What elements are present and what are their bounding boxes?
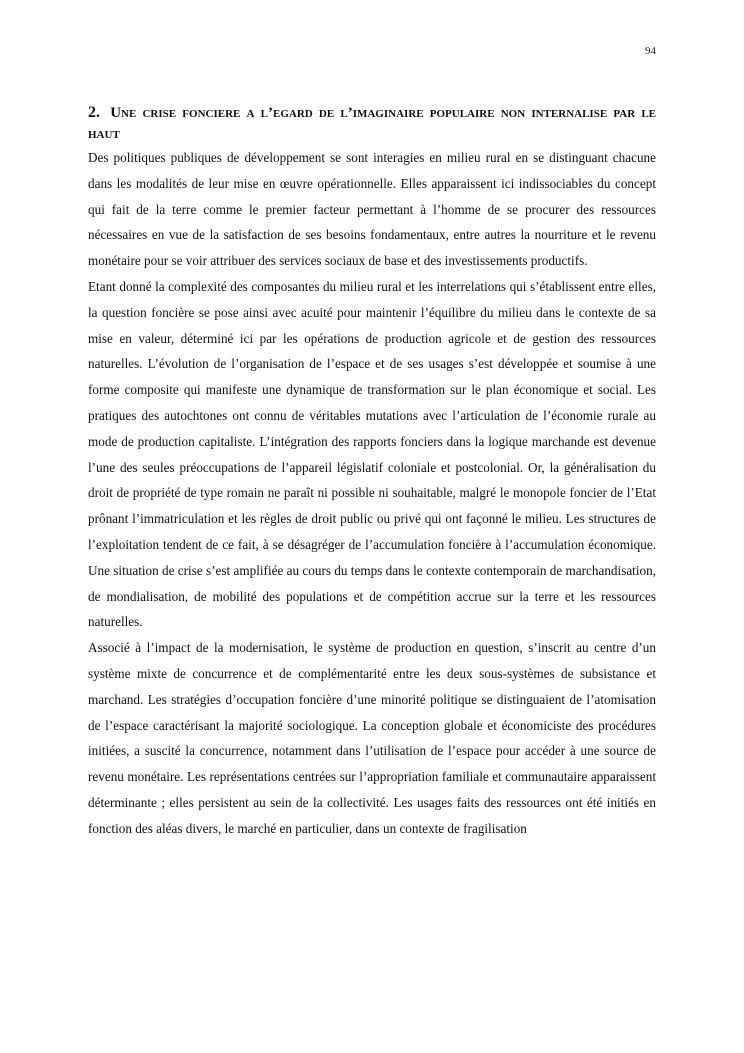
paragraph-1: Des politiques publiques de développement se sont interagies en milieu rural en se distinguant chacune dans les modalités de leur mise en œuvre opérationnelle. Elles apparaissent ici indissociables du concept qui fait de la terre comme le premier facteur permettant à l’homme de se procurer des ressources nécessaires en vue de la satisfaction de ses besoins fondamentaux, entre autres la nourriture et le revenu monétaire pour se voir attribuer des services sociaux de base et des investissements productifs. bbox=[88, 150, 656, 269]
paragraph-2: Etant donné la complexité des composantes du milieu rural et les interrelations qui s’établissent entre elles, la question foncière se pose ainsi avec acuité pour maintenir l’équilibre du milieu dans le contexte de sa mise en valeur, déterminé ici par les opérations de production agricole et de gestion des ressources naturelles. L’évolution de l’organisation de l’espace et de ses usages s’est développée et soumise à une forme composite qui manifeste une dynamique de transformation sur le plan économique et social. Les pratiques des autochtones ont connu de véritables mutations avec l’articulation de l’économie rurale au mode de production capitaliste. L’intégration des rapports fonciers dans la logique marchande est devenue l’une des seules préoccupations de l’appareil législatif coloniale et postcolonial. Or, la généralisation du droit de propriété de type romain ne paraît ni possible ni souhaitable, malgré le monopole foncier de l’Etat prônant l’immatriculation et les règles de droit public ou privé qui ont façonné le milieu. Les structures de l’exploitation tendent de ce fait, à se désagréger de l’accumulation foncière à l’accumulation économique. Une situation de crise s’est amplifiée au cours du temps dans le contexte contemporain de marchandisation, de mondialisation, de mobilité des populations et de compétition accrue sur la terre et les ressources naturelles. bbox=[88, 278, 656, 630]
section-heading bbox=[88, 102, 656, 145]
paragraph-3: Associé à l’impact de la modernisation, le système de production en question, s’inscrit au centre d’un système mixte de concurrence et de complémentarité entre les deux sous-systèmes de subsistance et marchand. Les stratégies d’occupation foncière d’une minorité politique se distinguaient de l’atomisation de l’espace caractérisant la majorité sociologique. La conception globale et économiciste des procédures initiées, a suscité la concurrence, notamment dans l’utilisation de l’espace pour accéder à une source de revenu monétaire. Les représentations centrées sur l’appropriation familiale et communautaire apparaissent déterminante ; elles persistent au sein de la collectivité. Les usages faits des ressources ont été initiés en fonction des aléas divers, le marché en particulier, dans un contexte de fragilisation bbox=[88, 640, 656, 836]
page-number: 94 bbox=[645, 45, 656, 57]
page-content bbox=[88, 102, 656, 842]
section-number: 2. bbox=[88, 104, 100, 121]
section-title: Une crise fonciere a l’egard de l’imaginaire populaire non internalise par le haut bbox=[88, 105, 657, 142]
